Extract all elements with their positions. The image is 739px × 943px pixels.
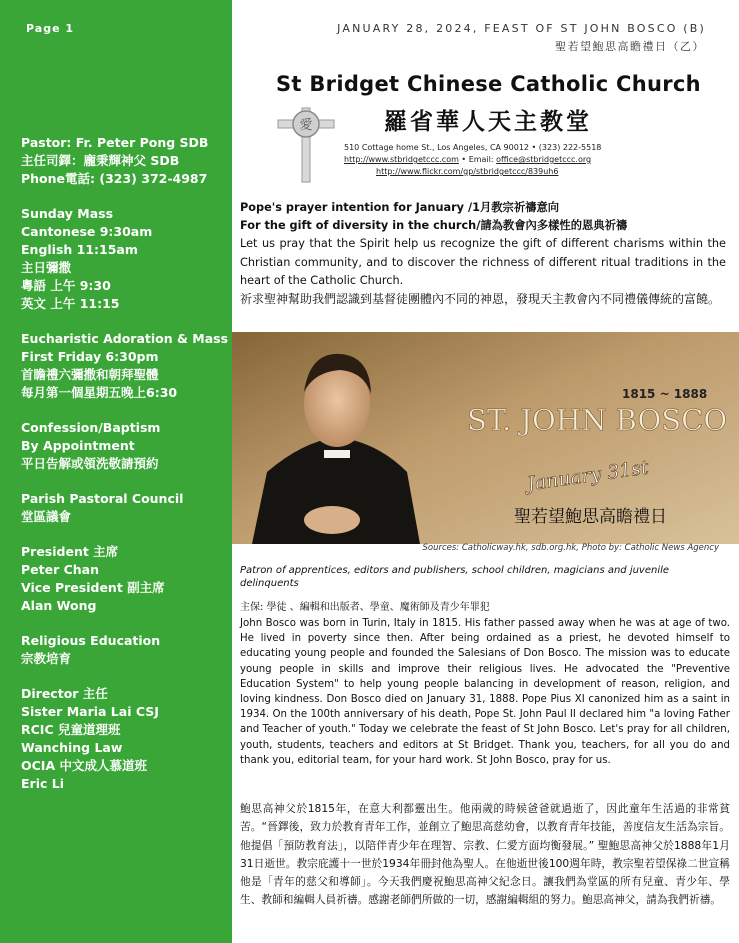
- church-name-cn: 羅省華人天主教堂: [384, 109, 592, 135]
- prayer-intention: [240, 199, 726, 308]
- sidebar-line: 主任司鐸：龐秉輝神父 SDB: [21, 153, 180, 168]
- sidebar-line: 英文 上午 11:15: [21, 296, 120, 311]
- contact-info: [344, 142, 644, 178]
- photo-credit: Sources: Catholicway.hk, sdb.org.hk, Photo by: Catholic News Agency: [422, 543, 719, 553]
- banner-image: [232, 332, 739, 544]
- sidebar-line: 主日彌撒: [21, 260, 72, 275]
- sidebar-line: 首瞻禮六彌撒和朝拜聖體: [21, 367, 159, 382]
- banner-years: 1815 ~ 1888: [622, 387, 708, 401]
- patron-of-cn: 主保: 學徒 、編輯和出版者、學童、魔術師及青少年罪犯: [240, 602, 490, 613]
- sidebar-line: Wanching Law: [21, 740, 123, 755]
- intention-text-cn: 祈求聖神幫助我們認識到基督徒團體內不同的神恩，發現天主教會內不同禮儀傳統的富饒。: [240, 292, 721, 307]
- bulletin-date: JANUARY 28, 2024, FEAST OF ST JOHN BOSCO (B): [337, 22, 706, 35]
- sidebar-line: 每月第一個星期五晚上6:30: [21, 385, 178, 400]
- banner-title-cn: 聖若望鮑思高瞻禮日: [514, 507, 667, 527]
- church-address: 510 Cottage home St., Los Angeles, CA 90012 • (323) 222-5518: [344, 143, 602, 152]
- sidebar-line: Cantonese 9:30am: [21, 224, 153, 239]
- sidebar-line: Eric Li: [21, 776, 64, 791]
- sidebar-line: By Appointment: [21, 438, 135, 453]
- logo-character: 愛: [299, 118, 313, 133]
- sidebar-line: Confession/Baptism: [21, 420, 161, 435]
- sidebar-line: Religious Education: [21, 633, 161, 648]
- intention-subheading: For the gift of diversity in the church/請為教會內多樣性的恩典祈禱: [240, 219, 628, 233]
- church-name: St Bridget Chinese Catholic Church: [276, 72, 701, 96]
- sidebar-line: First Friday 6:30pm: [21, 349, 159, 364]
- president-block: [21, 543, 231, 615]
- main-content: [232, 0, 739, 943]
- intention-heading: Pope's prayer intention for January /1月教宗祈禱意向: [240, 201, 560, 214]
- sidebar-line: OCIA 中文成人慕道班: [21, 758, 147, 773]
- website-link[interactable]: http://www.stbridgetccc.com: [344, 155, 459, 164]
- sidebar-line: Eucharistic Adoration & Mass: [21, 331, 229, 346]
- article-body-cn: 鮑思高神父於1815年，在意大利都靈出生。他兩歲的時候爸爸就過逝了，因此童年生活過的非常貧苦。“晉鐸後，致力於教育青年工作，並創立了鮑思高慈幼會，以教育青年技能，善度信友生活為宗旨。他提倡「預防教育法」，以陪伴青少年在理智、宗教、仁愛方面均衡發展。” 聖鮑思高神父於1888年1月31日逝世。教宗庇護十一世於1934年冊封他為聖人。在他逝世後100週年時，教宗聖若望保祿二世宣稱他是「青年的慈父和導師」。今天我們慶祝鮑思高神父紀念日。讓我們為堂區的所有兒童、青少年、學生、教師和編輯人員祈禱。感謝老師們所做的一切，感謝編輯組的努力。鮑思高神父，請為我們祈禱。: [240, 802, 730, 907]
- article-body: John Bosco was born in Turin, Italy in 1815. His father passed away when he was at age of two. He lived in poverty since then. After being ordained as a priest, he devoted himself to educating young people and founded the Salesians of Don Bosco. The mission was to educate young people in skills and improve their religious lives. He advocated the "Preventive Education System" to help young people balancing in development of reason, religion, and loving kindness. Don Bosco died on January 31, 1888. Pope Pius XI canonized him as a saint in 1934. On the 100th anniversary of his death, Pope St. John Paul II declared him "a loving Father and Teacher of youth." Today we celebrate the feast of St John Bosco. Let's pray for all children, youth, students, teachers and editors at St Bridget. Thank you, teachers, for all you do and thank you, editorial team, for your hard work. St John Bosco, pray for us.: [240, 618, 730, 766]
- religious-education-block: [21, 632, 231, 668]
- sidebar-info: [21, 134, 231, 810]
- sidebar-line: 堂區議會: [21, 509, 72, 524]
- banner-date: January 31st: [525, 456, 650, 496]
- sidebar-line: Sister Maria Lai CSJ: [21, 704, 159, 719]
- bulletin-date-cn: 聖若望鮑思高瞻禮日（乙）: [555, 40, 705, 53]
- sidebar-line: Vice President 副主席: [21, 580, 165, 595]
- sidebar-line: Phone電話: (323) 372-4987: [21, 171, 208, 186]
- council-block: [21, 490, 231, 526]
- sidebar-line: Director 主任: [21, 686, 108, 701]
- page-number: Page 1: [26, 22, 75, 35]
- director-block: [21, 685, 231, 793]
- sidebar-line: Parish Pastoral Council: [21, 491, 184, 506]
- confession-block: [21, 419, 231, 473]
- intention-text-en: Let us pray that the Spirit help us recognize the gift of different charisms within the Christian community, and to discover the richness of different ritual traditions in the heart of the Catholic Church.: [240, 237, 726, 287]
- sidebar-line: English 11:15am: [21, 242, 138, 257]
- pastor-block: [21, 134, 231, 188]
- sidebar: [0, 0, 232, 943]
- saint-banner: [232, 332, 739, 544]
- sidebar-line: Alan Wong: [21, 598, 97, 613]
- email-link[interactable]: office@stbridgetccc.org: [496, 155, 592, 164]
- banner-title: ST. JOHN BOSCO: [467, 403, 728, 437]
- sidebar-line: Sunday Mass: [21, 206, 114, 221]
- sidebar-line: 粵語 上午 9:30: [21, 278, 111, 293]
- adoration-block: [21, 330, 231, 402]
- sidebar-line: 宗教培育: [21, 651, 72, 666]
- sidebar-line: Peter Chan: [21, 562, 100, 577]
- flickr-link[interactable]: http://www.flickr.com/gp/stbridgetccc/839uh6: [376, 167, 559, 176]
- church-cross-logo-icon: [276, 106, 336, 184]
- sidebar-line: 平日告解或領洗敬請預約: [21, 456, 159, 471]
- sidebar-line: Pastor: Fr. Peter Pong SDB: [21, 135, 209, 150]
- patron-of: Patron of apprentices, editors and publishers, school children, magicians and juvenile delinquents: [240, 565, 670, 589]
- sidebar-line: RCIC 兒童道理班: [21, 722, 121, 737]
- sidebar-line: President 主席: [21, 544, 119, 559]
- email-label: • Email:: [458, 155, 497, 164]
- mass-schedule-block: [21, 205, 231, 313]
